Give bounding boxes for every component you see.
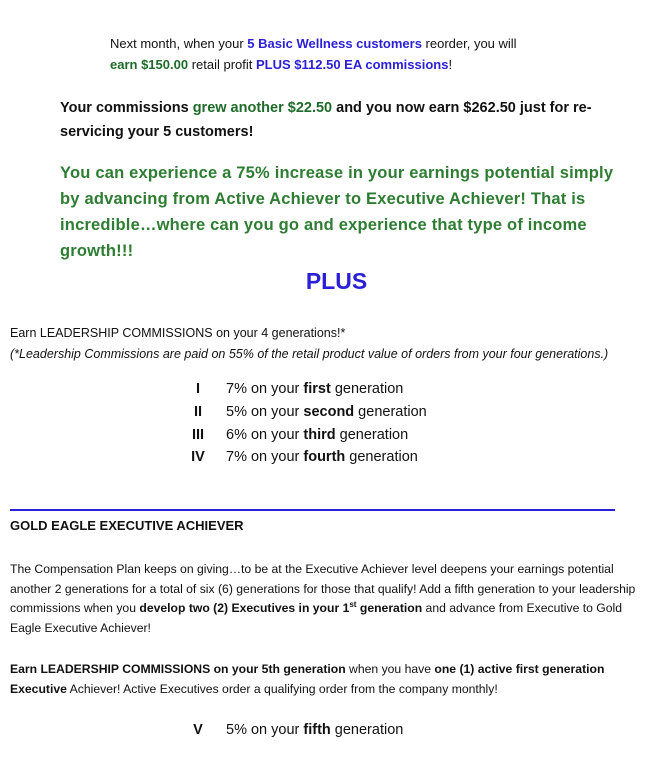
intro-text: retail profit (188, 57, 256, 72)
generation-pct: 5% on your (226, 404, 304, 420)
generation-ordinal: second (303, 404, 355, 420)
generation-suffix: generation (330, 722, 404, 738)
generation-number: III (191, 427, 205, 443)
generation-ordinal: fourth (303, 449, 346, 465)
gold-eagle-heading: GOLD EAGLE EXECUTIVE ACHIEVER (10, 518, 244, 533)
plus-heading: PLUS (305, 268, 368, 294)
gold-eagle-paragraph (10, 560, 640, 638)
growth-text: Your commissions (60, 100, 193, 116)
generation-suffix: generation (345, 449, 418, 465)
generation-ordinal: fifth (303, 722, 331, 738)
ea-commissions: PLUS $112.50 EA commissions (256, 57, 449, 72)
generation-pct: 7% on your (226, 449, 304, 465)
gold-eagle-bold: generation (356, 601, 423, 615)
leadership-section (10, 323, 640, 365)
fifth-gen-bold: Earn LEADERSHIP COMMISSIONS on your 5th generation (10, 662, 346, 676)
intro-highlight: 5 Basic Wellness customers (247, 36, 422, 51)
generation-row (170, 722, 403, 738)
intro-text: Next month, when your (110, 36, 248, 51)
intro-text: ! (448, 57, 453, 72)
fifth-gen-bold: one (1) active first generation Executive (10, 662, 605, 696)
generation-number: I (195, 381, 201, 397)
fifth-gen-text: Achiever! Active Executives order a qualifying order from the company monthly! (66, 681, 498, 696)
generation-row (170, 404, 427, 420)
generation-ordinal: first (303, 381, 331, 397)
generation-ordinal: third (303, 427, 336, 443)
generation-suffix: generation (335, 427, 409, 443)
generation-suffix: generation (354, 404, 427, 420)
leadership-note: (*Leadership Commissions are paid on 55% of the retail product value of orders from your four generations.) (10, 347, 609, 361)
commission-growth-paragraph (60, 96, 620, 144)
fifth-gen-text: when you have (345, 662, 435, 676)
intro-text: reorder, you will (421, 36, 517, 51)
generation-number: V (193, 722, 203, 738)
generation-number: IV (191, 449, 205, 465)
ordinal-superscript: st (349, 599, 357, 609)
section-divider (10, 509, 615, 511)
generation-pct: 5% on your (226, 722, 304, 738)
generation-row (170, 381, 403, 397)
gold-eagle-bold: Executives in your 1 (231, 601, 350, 615)
gold-eagle-text: The Compensation Plan keeps on giving…to be at the Executive Achiever level deepens your earnings potential another 2 generations for a total of six (6) generations for those that qualify! Add a fifth generation to your leadership commissions when you (10, 562, 636, 615)
fifth-generation-paragraph (10, 660, 640, 699)
intro-paragraph (110, 33, 630, 75)
generation-suffix: generation (330, 381, 404, 397)
generation-pct: 6% on your (226, 427, 304, 443)
generation-number: II (193, 404, 203, 420)
leadership-title: Earn LEADERSHIP COMMISSIONS on your 4 generations!* (10, 326, 346, 340)
generation-row (170, 427, 408, 443)
increase-paragraph: You can experience a 75% increase in your earnings potential simply by advancing from Active Achiever to Executive Achiever! That is incredible…where can you go and experience that type of income growth!!! (60, 164, 614, 260)
generation-row (170, 449, 418, 465)
generation-pct: 7% on your (226, 381, 304, 397)
gold-eagle-text: and advance from Executive to Gold Eagle Executive Achiever! (10, 601, 623, 635)
growth-highlight: grew another $22.50 (192, 100, 333, 116)
retail-profit: earn $150.00 (110, 57, 189, 72)
growth-text: and you now earn $262.50 just for re-servicing your 5 customers! (60, 100, 592, 140)
gold-eagle-bold: develop two (2) (139, 601, 229, 615)
